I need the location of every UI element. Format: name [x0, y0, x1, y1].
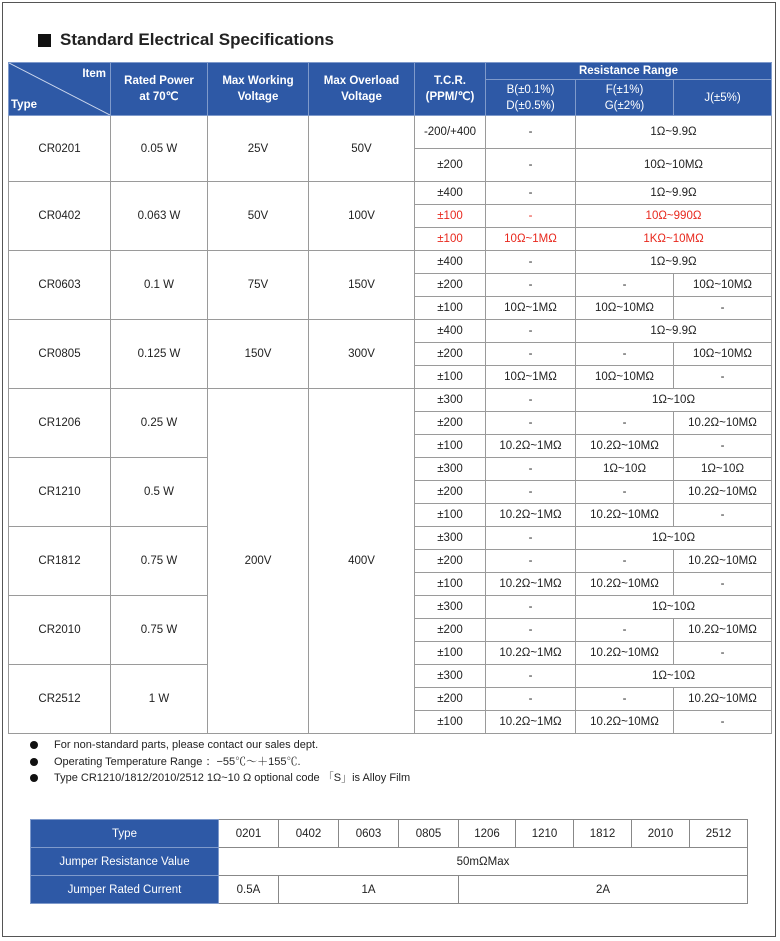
rated-power-cell: 0.1 W [111, 251, 208, 320]
rated-power-cell: 0.05 W [111, 116, 208, 182]
bullet-icon [30, 758, 38, 766]
j-range-cell: - [674, 297, 772, 320]
b-range-cell: - [486, 320, 576, 343]
bullet-icon [30, 741, 38, 749]
max-working-cell: 25V [208, 116, 309, 182]
b-range-cell: - [486, 274, 576, 297]
tcr-cell: ±100 [415, 205, 486, 228]
tcr-cell: ±300 [415, 527, 486, 550]
type-cell: CR2010 [9, 596, 111, 665]
note-item: Type CR1210/1812/2010/2512 1Ω~10 Ω optional code 「S」is Alloy Film [30, 770, 410, 787]
j-range-cell: 10Ω~10MΩ [674, 343, 772, 366]
tcr-cell: ±200 [415, 149, 486, 182]
rated-power-cell: 0.5 W [111, 458, 208, 527]
jumper-current-value: 2A [459, 876, 748, 904]
tcr-cell: ±200 [415, 481, 486, 504]
jumper-table [30, 819, 748, 904]
b-range-cell: - [486, 550, 576, 573]
b-range-cell: - [486, 251, 576, 274]
rated-power-header: Rated Power at 70℃ [111, 63, 208, 116]
b-range-cell: 10.2Ω~1MΩ [486, 711, 576, 734]
b-range-cell: 10.2Ω~1MΩ [486, 642, 576, 665]
b-range-cell: - [486, 596, 576, 619]
table-row [9, 389, 772, 412]
type-cell: CR1812 [9, 527, 111, 596]
fg-range-cell: - [576, 550, 674, 573]
fgj-range-cell: 10Ω~10MΩ [576, 149, 772, 182]
fgj-range-cell: 1Ω~9.9Ω [576, 251, 772, 274]
f-g-header: F(±1%) G(±2%) [576, 80, 674, 116]
type-cell: CR0402 [9, 182, 111, 251]
type-cell: CR1210 [9, 458, 111, 527]
tcr-cell: ±200 [415, 619, 486, 642]
tcr-cell: ±300 [415, 665, 486, 688]
rated-power-cell: 0.75 W [111, 596, 208, 665]
j-range-cell: - [674, 435, 772, 458]
tcr-cell: ±100 [415, 642, 486, 665]
jumper-type-cell: 0402 [279, 820, 339, 848]
type-cell: CR1206 [9, 389, 111, 458]
tcr-cell: ±200 [415, 688, 486, 711]
b-range-cell: 10Ω~1MΩ [486, 228, 576, 251]
resistance-range-header: Resistance Range [486, 63, 772, 80]
jumper-type-cell: 1812 [574, 820, 632, 848]
b-range-cell: - [486, 619, 576, 642]
spec-table-body [9, 116, 772, 734]
fg-range-cell: 10.2Ω~10MΩ [576, 504, 674, 527]
max-overload-cell: 50V [309, 116, 415, 182]
fg-range-cell: 10.2Ω~10MΩ [576, 711, 674, 734]
jumper-type-label: Type [31, 820, 219, 848]
max-working-cell: 200V [208, 389, 309, 734]
jumper-current-value: 1A [279, 876, 459, 904]
item-type-header-cell [9, 63, 111, 116]
jumper-resistance-value: 50mΩMax [219, 848, 748, 876]
j-range-cell: 10Ω~10MΩ [674, 274, 772, 297]
rated-power-cell: 0.125 W [111, 320, 208, 389]
type-cell: CR0201 [9, 116, 111, 182]
type-cell: CR2512 [9, 665, 111, 734]
tcr-cell: ±300 [415, 389, 486, 412]
fg-range-cell: - [576, 274, 674, 297]
fgj-range-cell: 1Ω~10Ω [576, 665, 772, 688]
tcr-cell: ±400 [415, 251, 486, 274]
jumper-current-row [31, 876, 748, 904]
rated-power-cell: 0.25 W [111, 389, 208, 458]
j-range-cell: - [674, 504, 772, 527]
b-range-cell: 10.2Ω~1MΩ [486, 504, 576, 527]
fg-range-cell: 10Ω~10MΩ [576, 297, 674, 320]
tcr-cell: ±100 [415, 297, 486, 320]
j-range-cell: - [674, 573, 772, 596]
b-range-cell: - [486, 527, 576, 550]
fg-range-cell: 10.2Ω~10MΩ [576, 435, 674, 458]
fgj-range-cell: 1Ω~9.9Ω [576, 116, 772, 149]
tcr-cell: -200/+400 [415, 116, 486, 149]
note-item: For non-standard parts, please contact our sales dept. [30, 737, 410, 754]
type-cell: CR0603 [9, 251, 111, 320]
square-bullet-icon [38, 34, 51, 47]
tcr-cell: ±200 [415, 412, 486, 435]
j-range-cell: 10.2Ω~10MΩ [674, 619, 772, 642]
table-row [9, 320, 772, 343]
b-range-cell: - [486, 389, 576, 412]
tcr-cell: ±100 [415, 228, 486, 251]
fg-range-cell: - [576, 619, 674, 642]
jumper-type-cell: 1210 [516, 820, 574, 848]
tcr-cell: ±100 [415, 711, 486, 734]
max-working-cell: 50V [208, 182, 309, 251]
max-overload-cell: 100V [309, 182, 415, 251]
j-range-cell: 1Ω~10Ω [674, 458, 772, 481]
jumper-resistance-label: Jumper Resistance Value [31, 848, 219, 876]
j-range-cell: - [674, 711, 772, 734]
bullet-icon [30, 774, 38, 782]
jumper-type-cell: 2512 [690, 820, 748, 848]
tcr-cell: ±100 [415, 435, 486, 458]
jumper-type-cell: 0201 [219, 820, 279, 848]
tcr-cell: ±200 [415, 274, 486, 297]
b-d-header: B(±0.1%) D(±0.5%) [486, 80, 576, 116]
fg-range-cell: - [576, 688, 674, 711]
spec-table-header [9, 63, 772, 116]
jumper-current-label: Jumper Rated Current [31, 876, 219, 904]
tcr-cell: ±400 [415, 182, 486, 205]
j-range-cell: 10.2Ω~10MΩ [674, 481, 772, 504]
item-header: Item [82, 68, 106, 80]
jumper-type-cell: 1206 [459, 820, 516, 848]
fg-range-cell: - [576, 481, 674, 504]
b-range-cell: - [486, 458, 576, 481]
b-range-cell: 10.2Ω~1MΩ [486, 573, 576, 596]
tcr-cell: ±200 [415, 550, 486, 573]
b-range-cell: - [486, 481, 576, 504]
tcr-cell: ±400 [415, 320, 486, 343]
b-range-cell: - [486, 665, 576, 688]
b-range-cell: - [486, 412, 576, 435]
max-working-cell: 75V [208, 251, 309, 320]
title-text: Standard Electrical Specifications [60, 30, 334, 49]
jumper-type-cell: 2010 [632, 820, 690, 848]
fgj-range-cell: 1Ω~10Ω [576, 527, 772, 550]
tcr-cell: ±300 [415, 596, 486, 619]
rated-power-cell: 0.063 W [111, 182, 208, 251]
notes-list [30, 737, 410, 787]
fgj-range-cell: 1Ω~10Ω [576, 596, 772, 619]
jumper-type-cell: 0805 [399, 820, 459, 848]
rated-power-cell: 0.75 W [111, 527, 208, 596]
max-overload-cell: 400V [309, 389, 415, 734]
b-range-cell: 10Ω~1MΩ [486, 366, 576, 389]
fgj-range-cell: 1Ω~9.9Ω [576, 320, 772, 343]
max-overload-cell: 300V [309, 320, 415, 389]
max-overload-header: Max Overload Voltage [309, 63, 415, 116]
note-item: Operating Temperature Range ：−55℃～＋155℃. [30, 754, 410, 771]
j-range-cell: 10.2Ω~10MΩ [674, 688, 772, 711]
spec-table [8, 62, 772, 734]
j-range-cell: 10.2Ω~10MΩ [674, 550, 772, 573]
b-range-cell: - [486, 116, 576, 149]
tcr-cell: ±100 [415, 573, 486, 596]
j-range-cell: 10.2Ω~10MΩ [674, 412, 772, 435]
b-range-cell: 10Ω~1MΩ [486, 297, 576, 320]
max-working-cell: 150V [208, 320, 309, 389]
fg-range-cell: 1Ω~10Ω [576, 458, 674, 481]
rated-power-cell: 1 W [111, 665, 208, 734]
jumper-resistance-row [31, 848, 748, 876]
fgj-range-cell: 10Ω~990Ω [576, 205, 772, 228]
jumper-type-cell: 0603 [339, 820, 399, 848]
b-range-cell: - [486, 149, 576, 182]
fg-range-cell: 10Ω~10MΩ [576, 366, 674, 389]
tcr-cell: ±300 [415, 458, 486, 481]
jumper-type-row [31, 820, 748, 848]
table-row [9, 116, 772, 149]
fg-range-cell: - [576, 343, 674, 366]
j-range-cell: - [674, 366, 772, 389]
fgj-range-cell: 1Ω~9.9Ω [576, 182, 772, 205]
b-range-cell: - [486, 688, 576, 711]
fgj-range-cell: 1KΩ~10MΩ [576, 228, 772, 251]
tcr-header: T.C.R. (PPM/℃) [415, 63, 486, 116]
jumper-current-value: 0.5A [219, 876, 279, 904]
table-row [9, 182, 772, 205]
tcr-cell: ±100 [415, 366, 486, 389]
max-working-header: Max Working Voltage [208, 63, 309, 116]
b-range-cell: - [486, 343, 576, 366]
tcr-cell: ±200 [415, 343, 486, 366]
fgj-range-cell: 1Ω~10Ω [576, 389, 772, 412]
tcr-cell: ±100 [415, 504, 486, 527]
j-header: J(±5%) [674, 80, 772, 116]
b-range-cell: 10.2Ω~1MΩ [486, 435, 576, 458]
b-range-cell: - [486, 205, 576, 228]
j-range-cell: - [674, 642, 772, 665]
table-row [9, 251, 772, 274]
fg-range-cell: 10.2Ω~10MΩ [576, 642, 674, 665]
type-cell: CR0805 [9, 320, 111, 389]
max-overload-cell: 150V [309, 251, 415, 320]
type-header: Type [11, 99, 37, 111]
fg-range-cell: 10.2Ω~10MΩ [576, 573, 674, 596]
b-range-cell: - [486, 182, 576, 205]
page-title [38, 30, 334, 50]
fg-range-cell: - [576, 412, 674, 435]
